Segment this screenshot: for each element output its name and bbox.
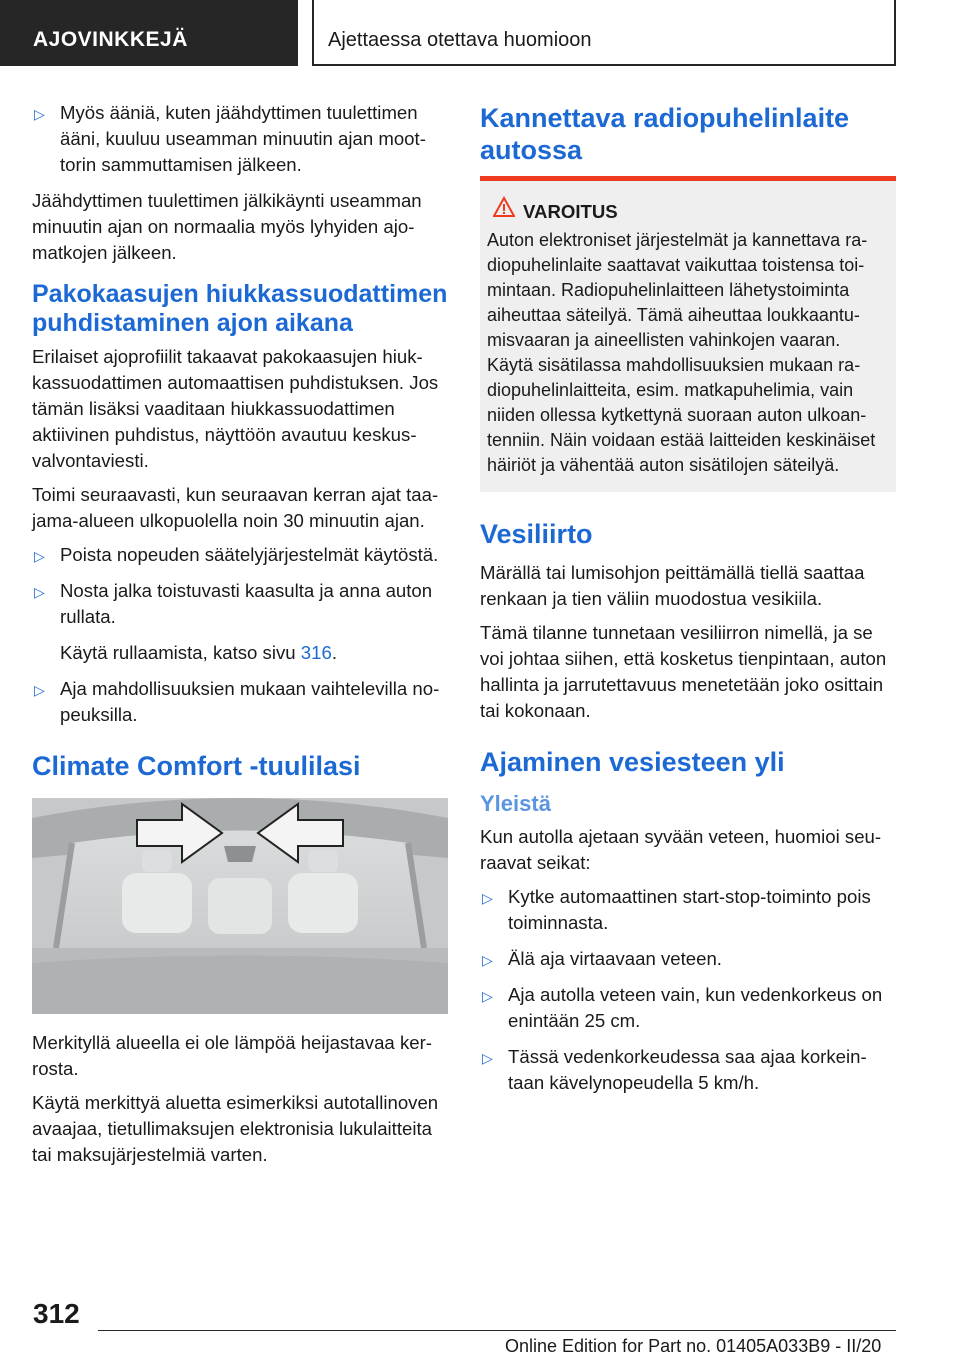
page-link[interactable]: 316 xyxy=(300,642,332,663)
paragraph: Jäähdyttimen tuulettimen jälkikäynti useamman minuutin ajan on normaalia myös lyhyiden ajomatkojen jälkeen. xyxy=(32,190,422,263)
bullet-triangle-icon: ▷ xyxy=(34,548,45,564)
warning-title: VAROITUS xyxy=(487,199,889,224)
bullet-triangle-icon: ▷ xyxy=(482,1050,493,1066)
paragraph: Erilaiset ajoprofiilit takaavat pakokaasujen hiukkassuodattimen automaattisen puhdistuksen. Jos tämän lisäksi vaaditaan hiukkassuodattimen aktiivinen puhdistus, näyttöön avautuu keskusvalvontaviesti. xyxy=(32,346,439,471)
warning-triangle-icon xyxy=(493,196,515,224)
list-item: ▷ Tässä vedenkorkeudessa saa ajaa korkeintaan kävelynopeudella 5 km/h. xyxy=(482,1046,867,1093)
bullet-triangle-icon: ▷ xyxy=(34,682,45,698)
paragraph: Toimi seuraavasti, kun seuraavan kerran ajat taajama-alueen ulkopuolella noin 30 minuutin ajan. xyxy=(32,484,439,531)
list-item: ▷ Älä aja virtaavaan veteen. xyxy=(480,946,896,972)
paragraph: Kun autolla ajetaan syvään veteen, huomioi seuraavat seikat: xyxy=(480,826,882,873)
bullet-triangle-icon: ▷ xyxy=(482,952,493,968)
cross-reference: Käytä rullaamista, katso sivu 316. xyxy=(60,642,337,663)
list-item: ▷ Nosta jalka toistuvasti kaasulta ja anna auton rullata. xyxy=(34,580,433,627)
edition-footer: Online Edition for Part no. 01405A033B9 - II/20 xyxy=(505,1336,882,1356)
subsection-heading: Yleistä xyxy=(480,791,551,816)
section-heading: Ajaminen vesiesteen yli xyxy=(480,747,785,777)
topic-tab: Ajettaessa otettava huomioon xyxy=(312,0,896,66)
warning-text: Auton elektroniset järjestelmät ja kannettava radiopuhelinlaite saattavat vaikuttaa toistensa toimintaan. Radiopuhelinlaitteen lähetystoiminta aiheuttaa säteilyä. Tämä aiheuttaa loukkaantumisvaaran ja aineellisten vahinkojen vaaran. Käytä sisätilassa mahdollisuuksien mukaan radiopuhelinlaitteita, esim. matkapuhelimia, vain niiden ollessa kytkettynä suoraan auton ulkoantenniin. Näin voidaan estää laitteiden keskinäiset häiriöt ja vähentää auton sisätilojen säteilyä. xyxy=(487,230,876,475)
paragraph: Merkityllä alueella ei ole lämpöä heijastavaa kerrosta. xyxy=(32,1032,432,1079)
list-item: ▷ Aja autolla veteen vain, kun vedenkorkeus on enintään 25 cm. xyxy=(482,984,883,1031)
windshield-illustration xyxy=(32,798,448,1014)
warning-box xyxy=(480,176,896,492)
footer-divider xyxy=(98,1330,896,1331)
list-item: ▷ Myös ääniä, kuten jäähdyttimen tuulettimen ääni, kuuluu useamman minuutin ajan moottorin sammuttamisen jälkeen. xyxy=(34,102,426,175)
left-column xyxy=(32,100,450,1176)
list-item: ▷ Kytke automaattinen start-stop-toiminto pois toiminnasta. xyxy=(482,886,871,933)
page-header xyxy=(0,0,960,66)
section-heading: Kannettava radiopuhelinlaite autossa xyxy=(480,103,850,165)
page-number: 312 xyxy=(33,1298,80,1329)
right-column xyxy=(480,100,896,1106)
bullet-triangle-icon: ▷ xyxy=(482,890,493,906)
paragraph: Märällä tai lumisohjon peittämällä tiellä saattaa renkaan ja tien väliin muodostua vesikiila. xyxy=(480,562,865,609)
bullet-triangle-icon: ▷ xyxy=(34,584,45,600)
car-interior-image xyxy=(32,798,448,1014)
paragraph: Tämä tilanne tunnetaan vesiliirron nimellä, ja se voi johtaa siihen, että kosketus tienpintaan, auton hallinta ja jarrutettavuus menetetään joko osittain tai kokonaan. xyxy=(480,622,887,721)
list-item: ▷ Aja mahdollisuuksien mukaan vaihtelevilla nopeuksilla. xyxy=(34,678,440,725)
bullet-triangle-icon: ▷ xyxy=(482,988,493,1004)
section-tab: AJOVINKKEJÄ xyxy=(0,0,298,66)
list-item: ▷ Poista nopeuden säätelyjärjestelmät käytöstä. xyxy=(32,542,450,568)
paragraph: Käytä merkittyä aluetta esimerkiksi autotallinoven avaajaa, tietullimaksujen elektronisia lukulaitteita tai maksujärjestelmiä varten. xyxy=(32,1092,439,1165)
section-heading: Vesiliirto xyxy=(480,519,593,549)
section-heading: Climate Comfort -tuulilasi xyxy=(32,751,361,781)
section-heading: Pakokaasujen hiukkassuodattimen puhdistaminen ajon aikana xyxy=(32,280,448,337)
bullet-triangle-icon: ▷ xyxy=(34,106,45,122)
